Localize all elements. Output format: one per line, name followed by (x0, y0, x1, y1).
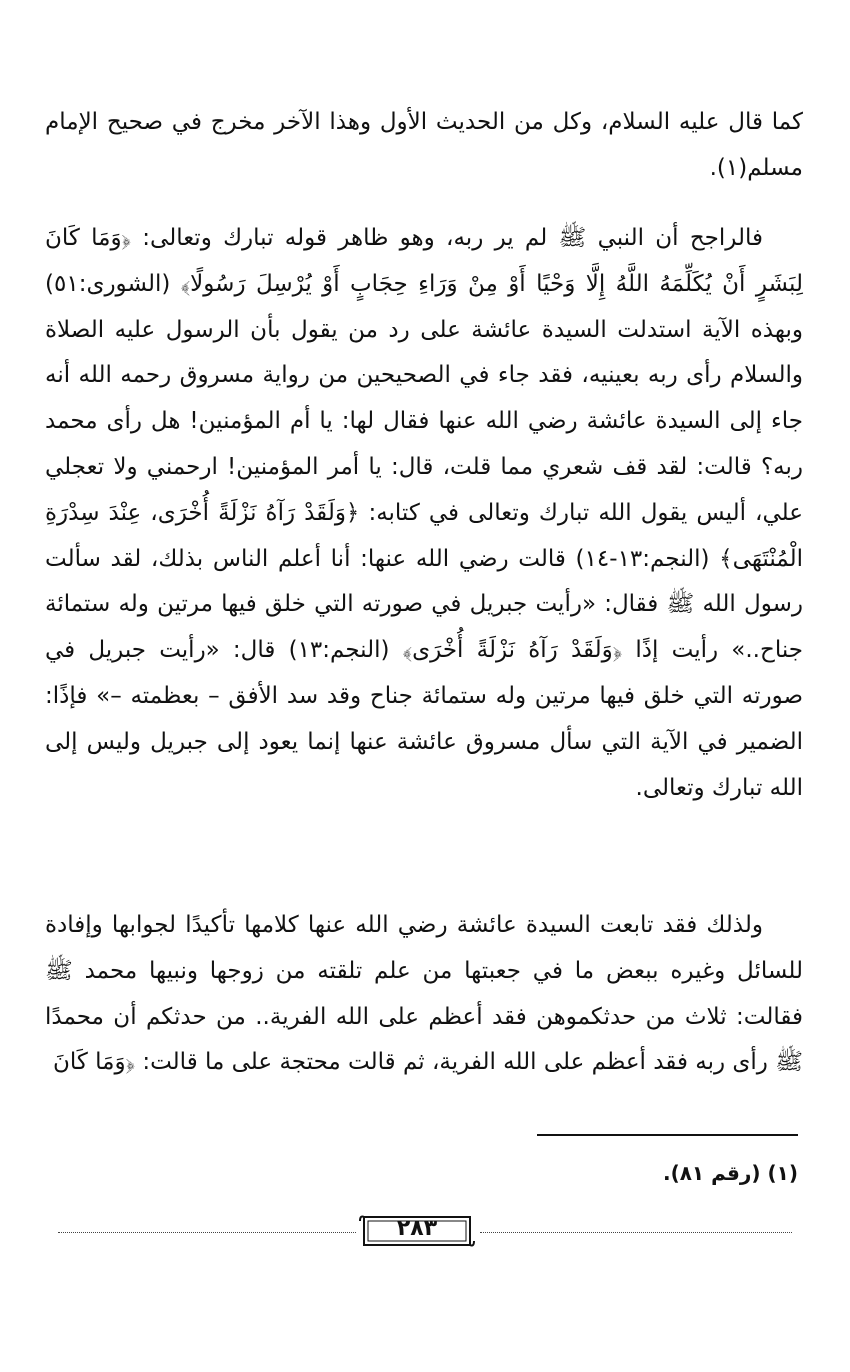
paragraph-3: ولذلك فقد تابعت السيدة عائشة رضي الله عنها كلامها تأكيدًا لجوابها وإفادة للسائل وغيره ببعض ما في جعبتها من علم تلقته من زوجها ونبيها محمد ﷺ فقالت: ثلاث من حدثكموهن فقد أعظم على الله الفرية.. من حدثكم أن محمدًا ﷺ رأى ربه فقد أعظم على الله الفرية، ثم قالت محتجة على ما قالت: ﴿وَمَا كَانَ (45, 912, 803, 1076)
footer-dotted-line-left (58, 1232, 356, 1233)
paragraph-1: كما قال عليه السلام، وكل من الحديث الأول وهذا الآخر مخرج في صحيح الإمام مسلم(١). (45, 109, 803, 181)
footer-dotted-line-right (480, 1232, 792, 1233)
page-number: ٢٨٣ (396, 1216, 438, 1241)
page-number-frame (358, 1213, 476, 1249)
paragraph-2: فالراجح أن النبي ﷺ لم ير ربه، وهو ظاهر قوله تبارك وتعالى: ﴿وَمَا كَانَ لِبَشَرٍ أَنْ يُكَلِّمَهُ اللَّهُ إِلَّا وَحْيًا أَوْ مِنْ وَرَاءِ حِجَابٍ أَوْ يُرْسِلَ رَسُولًا﴾ (الشورى:٥١) وبهذه الآية استدلت السيدة عائشة على رد من يقول بأن الرسول عليه الصلاة والسلام رأى ربه بعينيه، فقد جاء في الصحيحين من رواية مسروق رحمه الله أنه جاء إلى السيدة عائشة رضي الله عنها فقال لها: يا أم المؤمنين! هل رأى محمد ربه؟ قالت: لقد قف شعري مما قلت، قال: يا أمر المؤمنين! ارحمني ولا تعجلي علي، أليس يقول الله تبارك وتعالى في كتابه: ﴿وَلَقَدْ رَآهُ نَزْلَةً أُخْرَى، عِنْدَ سِدْرَةِ الْمُنْتَهَى﴾ (النجم:١٣-١٤) قالت رضي الله عنها: أنا أعلم الناس بذلك، لقد سألت رسول الله ﷺ فقال: «رأيت جبريل في صورته التي خلق فيها مرتين وله ستمائة جناح..» رأيت إذًا ﴿وَلَقَدْ رَآهُ نَزْلَةً أُخْرَى﴾ (النجم:١٣) قال: «رأيت جبريل في صورته التي خلق فيها مرتين وله ستمائة جناح وقد سد الأفق – بعظمته –» فإذًا: الضمير في الآية التي سأل مسروق عائشة عنها إنما يعود إلى جبريل وليس إلى الله تبارك وتعالى. (45, 225, 804, 801)
footnote: (١) (رقم ٨١). (662, 1161, 798, 1185)
footnote-divider (537, 1134, 798, 1136)
